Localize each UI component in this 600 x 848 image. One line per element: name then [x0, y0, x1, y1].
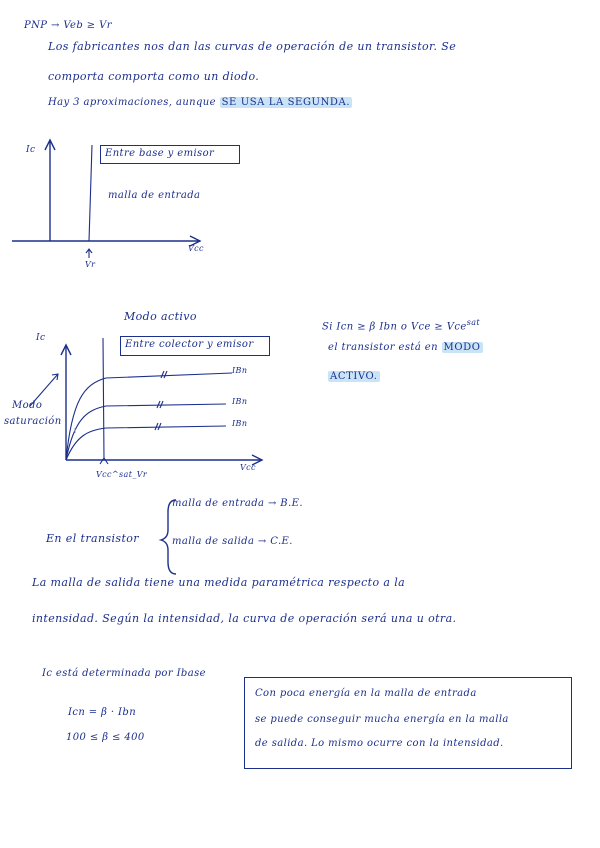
- graph2-x-label: Vcc: [240, 463, 256, 472]
- transistor-lead: En el transistor: [46, 532, 139, 545]
- graph1-box-label: Entre base y emisor: [105, 148, 215, 159]
- active-conclusion-caps-1: MODO: [443, 342, 481, 353]
- graph1-y-label: Ic: [26, 145, 36, 155]
- paragraph-line-2: intensidad. Según la intensidad, la curva de operación será una u otra.: [32, 612, 457, 625]
- graph2-y-label: Ic: [36, 333, 46, 343]
- paragraph-line-1: La malla de salida tiene una medida paramétrica respecto a la: [32, 576, 406, 589]
- beta-range: 100 ≤ β ≤ 400: [66, 732, 145, 743]
- active-conclusion: [328, 342, 483, 353]
- graph2-tick-arrowhead: [100, 458, 108, 464]
- graph2-saturation-line: [103, 338, 104, 460]
- active-condition-text: Si Icn ≥ β Ibn o Vce ≥ Vce: [322, 321, 467, 333]
- graph2-curve-3: [66, 426, 226, 460]
- summary-box: [244, 677, 572, 769]
- graph2-x-tick-label: Vcc^sat_Vr: [96, 470, 148, 479]
- graph2-curve-1: [66, 373, 232, 460]
- graph2-curve-1-mark: [161, 371, 167, 378]
- graph1-x-label: Vcc: [188, 244, 204, 253]
- curve-label-3: IBn: [232, 419, 248, 428]
- bottom-heading: Ic está determinada por Ibase: [42, 668, 206, 679]
- active-mode-label: Modo activo: [124, 310, 197, 323]
- graph1-diode-curve: [89, 145, 92, 241]
- saturation-label-1: Modo: [12, 400, 43, 411]
- graph1-note: malla de entrada: [108, 190, 201, 201]
- active-conclusion-text: el transistor está en: [328, 342, 438, 353]
- intro-line-3-text: Hay 3 aproximaciones, aunque: [48, 97, 216, 108]
- active-conclusion-caps-2: ACTIVO.: [330, 371, 378, 382]
- active-condition-sup: sat: [466, 318, 480, 327]
- graph2-box-label: Entre colector y emisor: [125, 339, 254, 350]
- graph2-curve-3-mark: [155, 423, 161, 430]
- summary-line-2: se puede conseguir mucha energía en la malla: [255, 714, 509, 725]
- formula: Icn = β · Ibn: [68, 707, 137, 718]
- graph1-box: [100, 145, 240, 164]
- intro-line-2: comporta comporta como un diodo.: [48, 70, 260, 83]
- graph2-curve-2-mark: [157, 401, 163, 408]
- page-title: PNP → Veb ≥ Vr: [24, 20, 112, 31]
- graph1-tick-label: Vr: [85, 260, 96, 269]
- active-condition: [322, 318, 480, 332]
- curve-label-2: IBn: [232, 397, 248, 406]
- transistor-item-2: malla de salida → C.E.: [172, 536, 293, 547]
- active-conclusion-line-2: [328, 364, 380, 383]
- saturation-label-2: saturación: [4, 416, 62, 427]
- summary-line-1: Con poca energía en la malla de entrada: [255, 688, 477, 699]
- summary-line-3: de salida. Lo mismo ocurre con la intensidad.: [255, 738, 504, 749]
- transistor-item-1: malla de entrada → B.E.: [172, 498, 303, 509]
- curve-label-1: IBn: [232, 366, 248, 375]
- graph2-box: [120, 336, 270, 356]
- intro-line-1: Los fabricantes nos dan las curvas de operación de un transistor. Se: [48, 40, 457, 53]
- highlighted-note: SE USA LA SEGUNDA.: [221, 97, 351, 108]
